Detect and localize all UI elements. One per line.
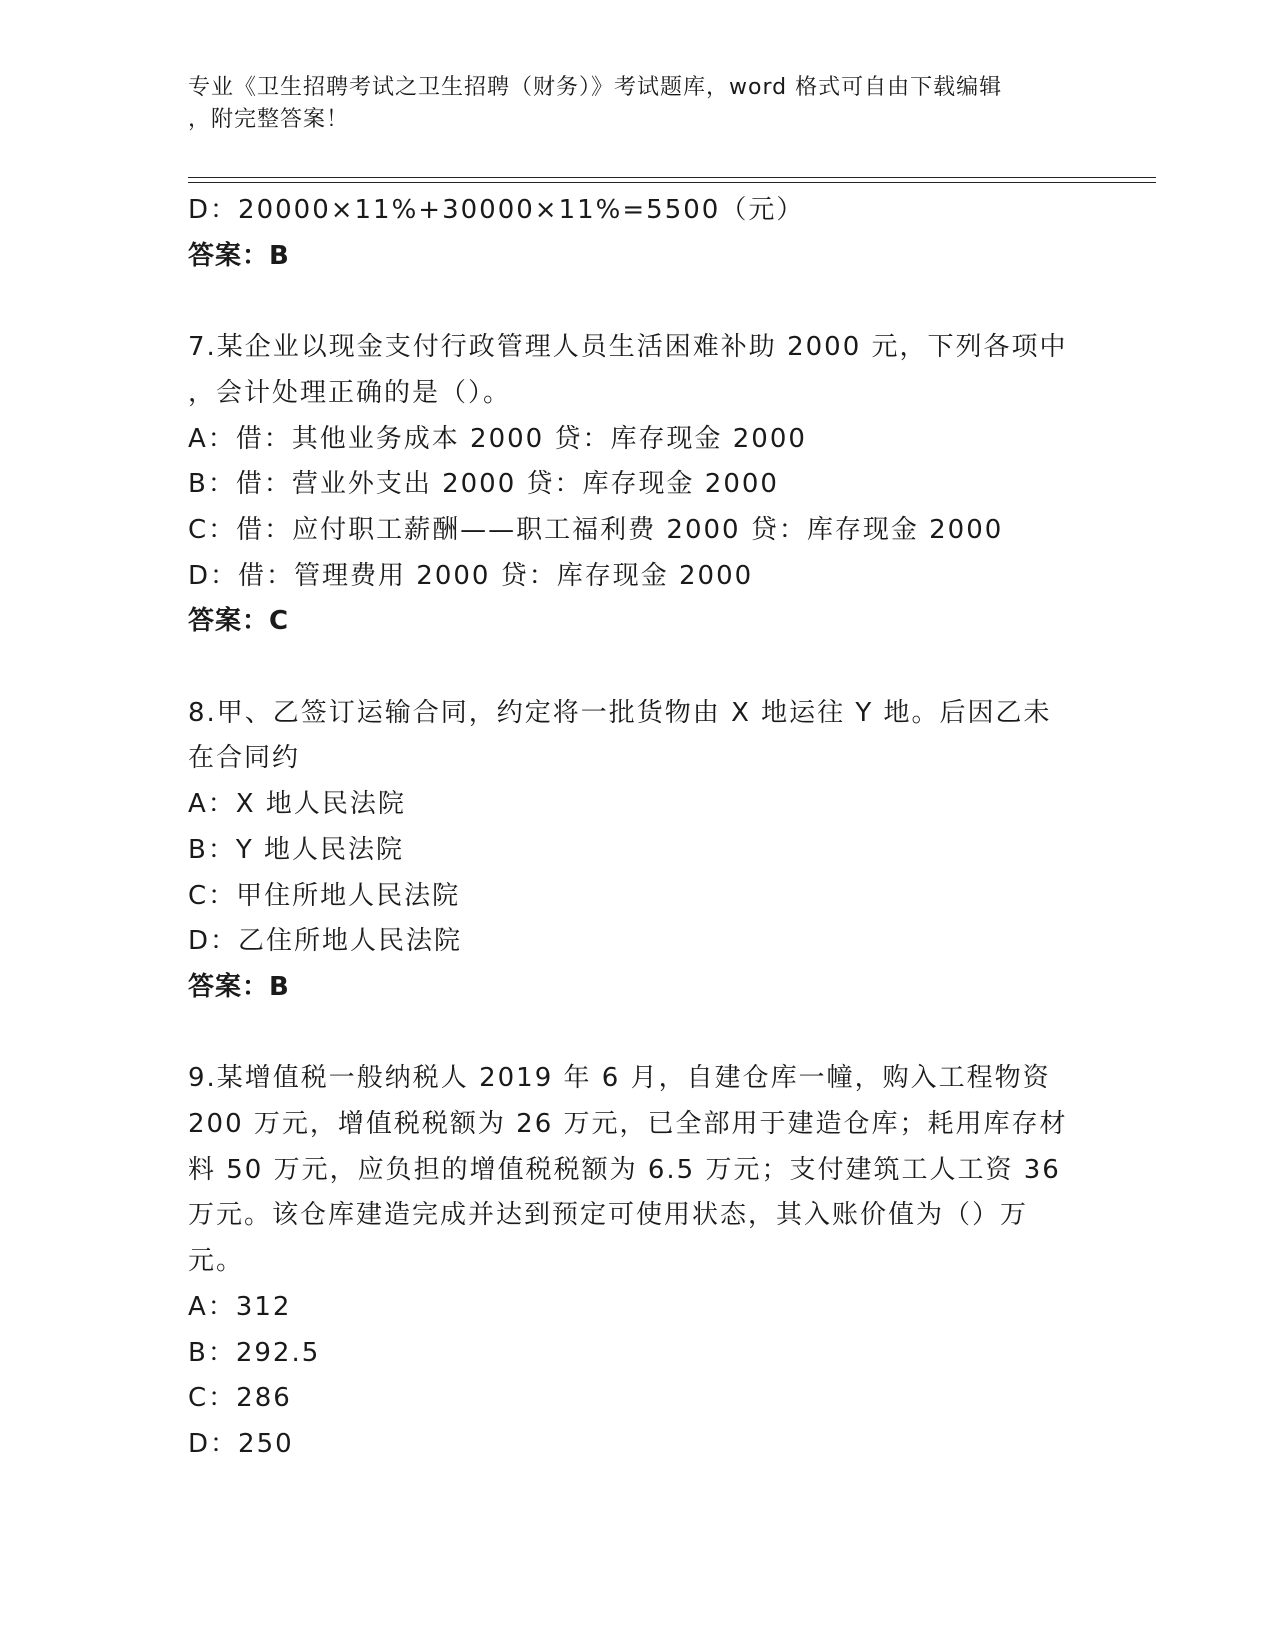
question-9: [188, 1056, 1088, 1467]
option-d: D：借：管理费用 2000 贷：库存现金 2000: [188, 560, 754, 591]
question-stem: 在合同约: [188, 743, 301, 774]
question-7: [188, 325, 1088, 645]
header-rule-bottom: [188, 182, 1156, 183]
question-stem: 8.甲、乙签订运输合同，约定将一批货物由 X 地运往 Y 地。后因乙未: [188, 697, 1052, 728]
spacer: [188, 1011, 1088, 1057]
option-c: C：甲住所地人民法院: [188, 880, 461, 911]
spacer: [188, 645, 1088, 691]
question-stem: 料 50 万元，应负担的增值税税额为 6.5 万元；支付建筑工人工资 36: [188, 1154, 1061, 1185]
option-b: B：Y 地人民法院: [188, 834, 404, 865]
option-d: D：乙住所地人民法院: [188, 926, 463, 957]
option-c: C：286: [188, 1383, 292, 1414]
option-c: C：借：应付职工薪酬——职工福利费 2000 贷：库存现金 2000: [188, 514, 1004, 545]
answer: 答案：C: [188, 606, 290, 637]
option-a: A：312: [188, 1291, 292, 1322]
question-8: [188, 691, 1088, 1011]
spacer: [188, 279, 1088, 325]
question-stem: 元。: [188, 1246, 245, 1277]
option-b: B：292.5: [188, 1337, 321, 1368]
document-header: [188, 72, 1068, 136]
header-line-1: 专业《卫生招聘考试之卫生招聘（财务）》考试题库，word 格式可自由下载编辑: [188, 75, 1003, 100]
question-stem: 7.某企业以现金支付行政管理人员生活困难补助 2000 元，下列各项中: [188, 332, 1068, 363]
option-a: A：X 地人民法院: [188, 789, 406, 820]
question-stem: ，会计处理正确的是（）。: [188, 377, 512, 408]
question-content: [188, 188, 1088, 1468]
answer: 答案：B: [188, 240, 290, 271]
question-stem: 200 万元，增值税税额为 26 万元，已全部用于建造仓库；耗用库存材: [188, 1109, 1068, 1140]
option-d: D：250: [188, 1428, 294, 1459]
header-line-2: ，附完整答案！: [188, 107, 350, 132]
question-stem: 万元。该仓库建造完成并达到预定可使用状态，其入账价值为（）万: [188, 1200, 1029, 1231]
option-d: D：20000×11%+30000×11%=5500（元）: [188, 195, 805, 225]
answer: 答案：B: [188, 971, 290, 1002]
question-stem: 9.某增值税一般纳税人 2019 年 6 月，自建仓库一幢，购入工程物资: [188, 1063, 1051, 1094]
option-b: B：借：营业外支出 2000 贷：库存现金 2000: [188, 469, 779, 500]
header-rule-top: [188, 177, 1156, 178]
option-a: A：借：其他业务成本 2000 贷：库存现金 2000: [188, 423, 807, 454]
previous-question-tail: [188, 188, 1088, 279]
